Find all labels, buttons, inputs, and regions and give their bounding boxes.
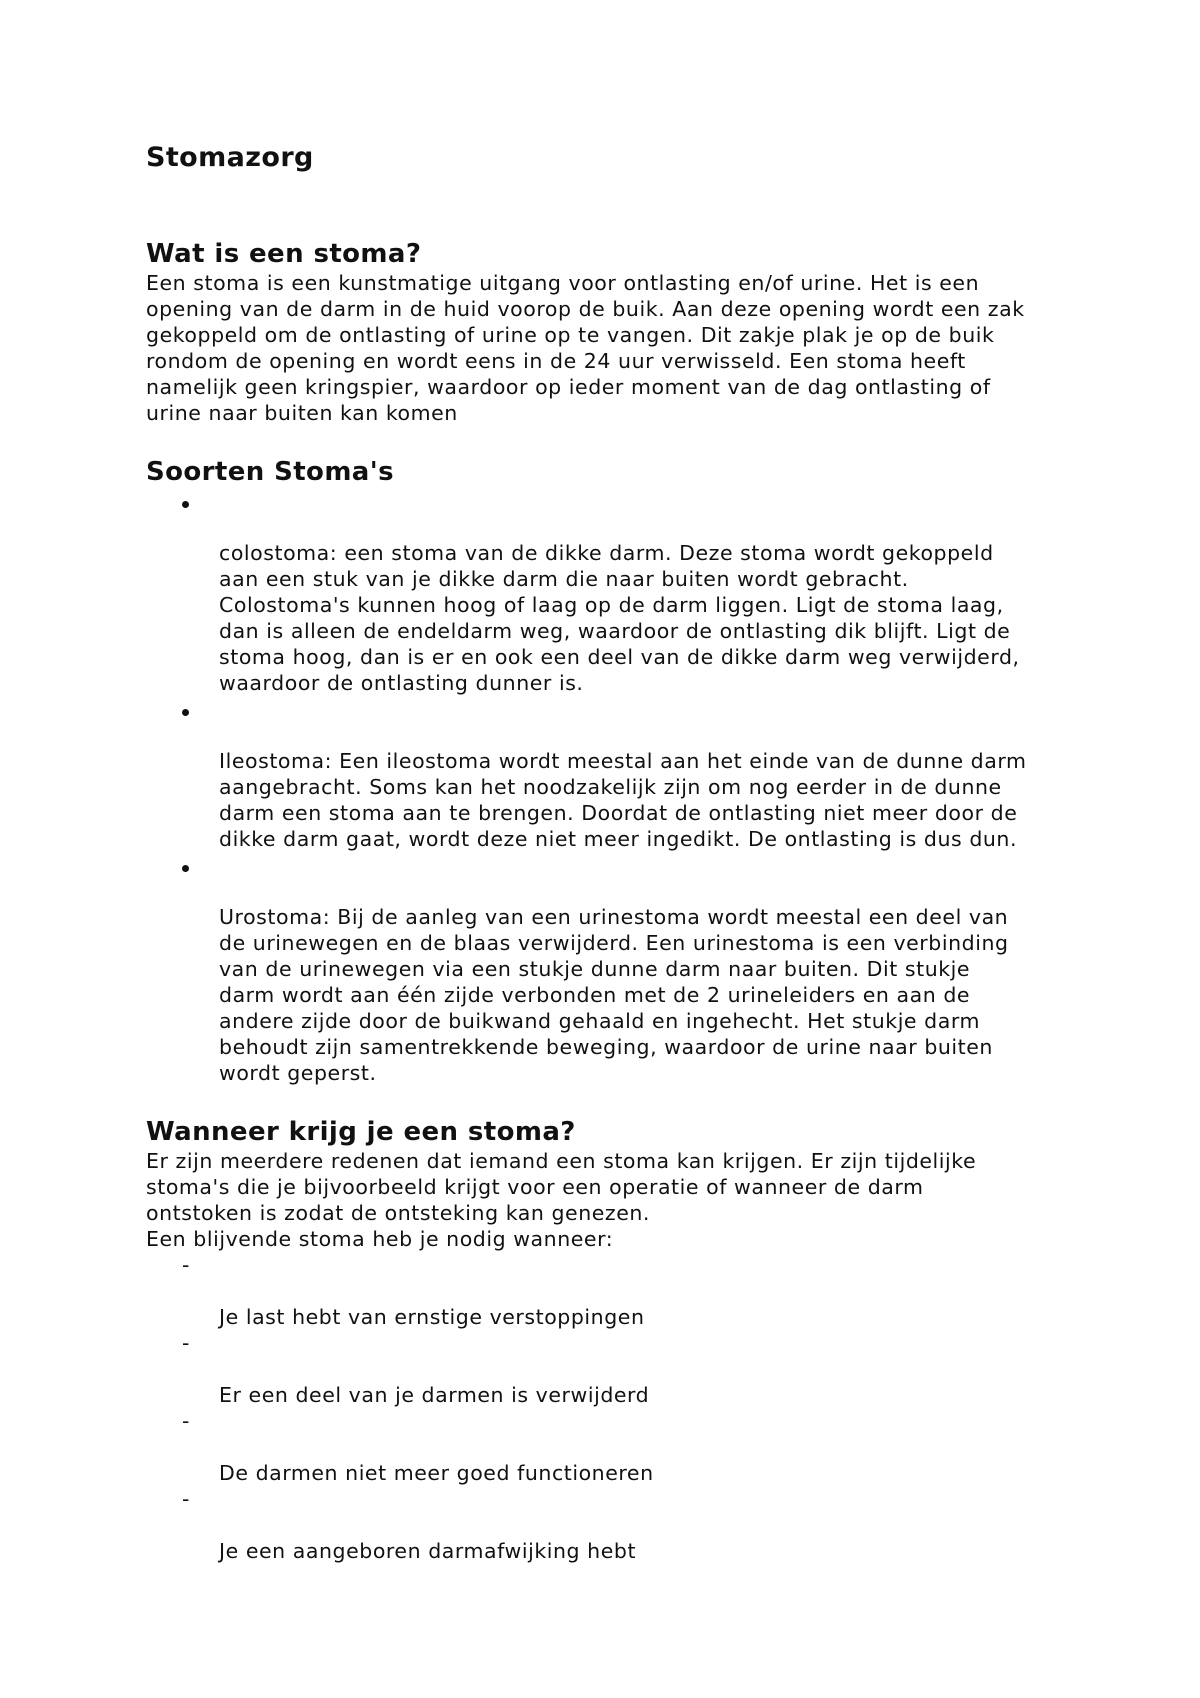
stoma-types-list xyxy=(146,488,1076,1086)
dash-marker: - xyxy=(182,1253,190,1277)
list-item-text: Urostoma: Bij de aanleg van een urinestoma wordt meestal een deel van de urinewegen en de blaas verwijderd. Een urinestoma is een verbinding van de urinewegen via een stukje dunne darm naar buiten. Dit stukje darm wordt aan één zijde verbonden met de 2 urineleiders en aan de andere zijde door de buikwand gehaald en ingehecht. Het stukje darm behoudt zijn samentrekkende beweging, waardoor de urine naar buiten wordt geperst. xyxy=(219,905,1009,1085)
list-item xyxy=(146,696,1076,852)
list-item-text: Je last hebt van ernstige verstoppingen xyxy=(219,1305,645,1329)
list-item xyxy=(146,1486,1076,1564)
list-item xyxy=(146,1408,1076,1486)
list-item xyxy=(146,1252,1076,1330)
dash-marker: - xyxy=(182,1487,190,1511)
list-item xyxy=(146,488,1076,696)
bullet-icon xyxy=(182,852,202,878)
list-item-text: Ileostoma: Een ileostoma wordt meestal aan het einde van de dunne darm aangebracht. Soms kan het noodzakelijk zijn om nog eerder in de dunne darm een stoma aan te brengen. Doordat de ontlasting niet meer door de dikke darm gaat, wordt deze niet meer ingedikt. De ontlasting is dus dun. xyxy=(219,749,1027,851)
list-item xyxy=(146,852,1076,1086)
list-item-text: colostoma: een stoma van de dikke darm. Deze stoma wordt gekoppeld aan een stuk van je dikke darm die naar buiten wordt gebracht. Colostoma's kunnen hoog of laag op de darm liggen. Ligt de stoma laag, dan is alleen de endeldarm weg, waardoor de ontlasting dik blijft. Ligt de stoma hoog, dan is er en ook een deel van de dikke darm weg verwijderd, waardoor de ontlasting dunner is. xyxy=(219,541,1020,695)
permanent-stoma-reasons-list xyxy=(146,1252,1076,1564)
list-item-text: Er een deel van je darmen is verwijderd xyxy=(219,1383,650,1407)
dash-marker: - xyxy=(182,1409,190,1433)
list-item-text: Je een aangeboren darmafwijking hebt xyxy=(219,1539,637,1563)
document-page xyxy=(146,140,1076,1594)
section-stoma-types xyxy=(146,456,1076,1086)
list-item xyxy=(146,1330,1076,1408)
document-title: Stomazorg xyxy=(146,142,314,173)
list-item-text: De darmen niet meer goed functioneren xyxy=(219,1461,654,1485)
section-heading: Wat is een stoma? xyxy=(146,239,422,269)
section-paragraph: Er zijn meerdere redenen dat iemand een stoma kan krijgen. Er zijn tijdelijke stoma's die je bijvoorbeeld krijgt voor een operatie of wanneer de darm ontstoken is zodat de ontsteking kan genezen. Een blijvende stoma heb je nodig wanneer: xyxy=(146,1149,977,1251)
bullet-icon xyxy=(182,696,202,722)
dash-marker: - xyxy=(182,1331,190,1355)
section-heading: Wanneer krijg je een stoma? xyxy=(146,1117,576,1147)
section-paragraph: Een stoma is een kunstmatige uitgang voor ontlasting en/of urine. Het is een opening van de darm in de huid voorop de buik. Aan deze opening wordt een zak gekoppeld om de ontlasting of urine op te vangen. Dit zakje plak je op de buik rondom de opening en wordt eens in de 24 uur verwisseld. Een stoma heeft namelijk geen kringspier, waardoor op ieder moment van de dag ontlasting of urine naar buiten kan komen xyxy=(146,271,1025,425)
section-what-is-stoma xyxy=(146,238,1076,426)
bullet-icon xyxy=(182,488,202,514)
section-when-stoma xyxy=(146,1116,1076,1564)
section-heading: Soorten Stoma's xyxy=(146,457,394,487)
